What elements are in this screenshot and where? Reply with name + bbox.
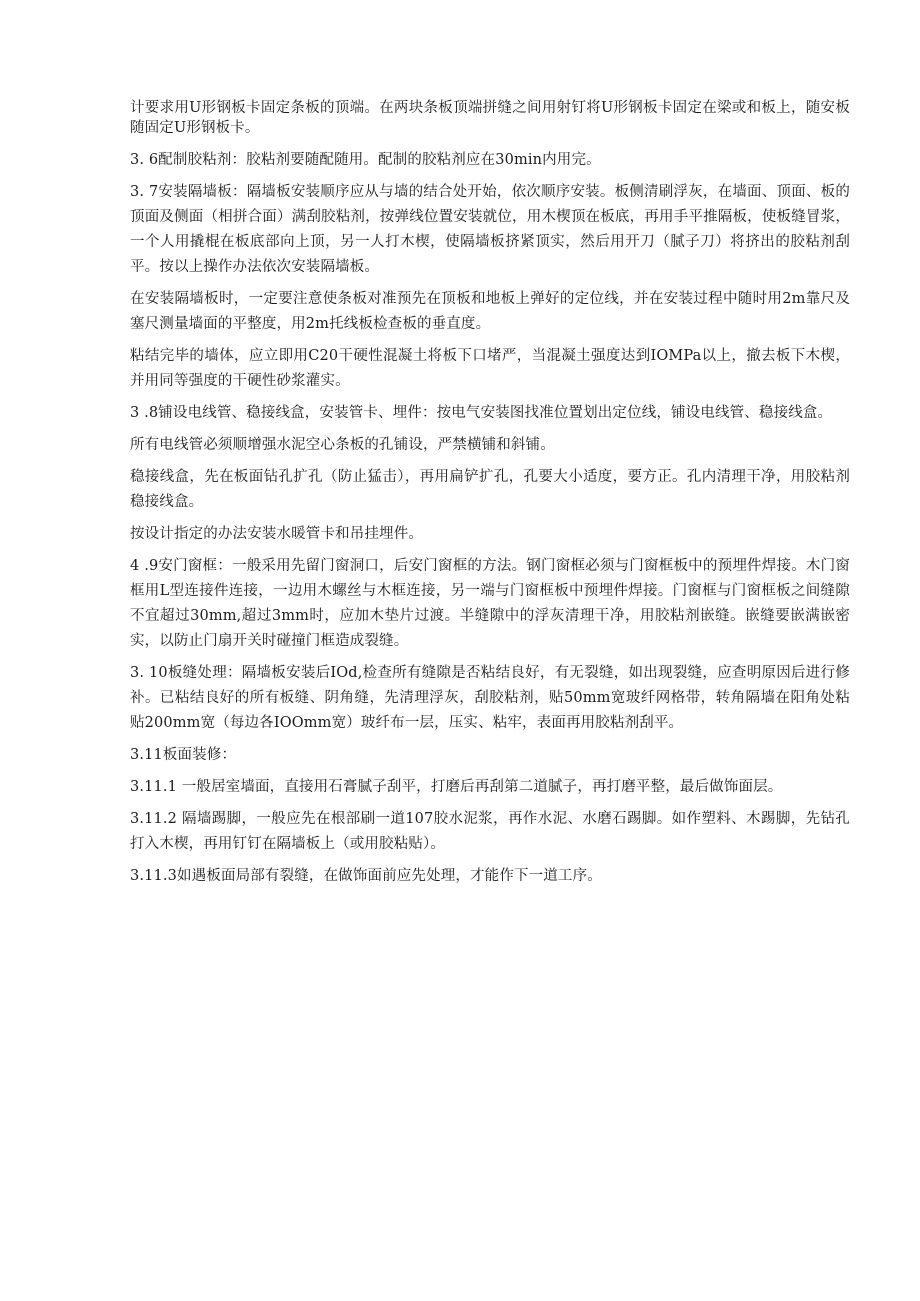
paragraph-3-6-adhesive: 3. 6配制胶粘剂：胶粘剂要随配随用。配制的胶粘剂应在30min内用完。 (130, 152, 601, 168)
paragraph-3-11-3-cracks: 3.11.3如遇板面局部有裂缝，在做饰面前应先处理，才能作下一道工序。 (130, 868, 602, 884)
paragraph-3-11-1-walls: 3.11.1 一般居室墙面，直接用石膏腻子刮平，打磨后再刮第二道腻子，再打磨平整，最后做饰面层。 (130, 779, 783, 795)
paragraph-pipe-clips: 按设计指定的办法安装水暖管卡和吊挂埋件。 (130, 526, 423, 542)
paragraph-4-9-door-frames: 4 .9安门窗框：一般采用先留门窗洞口，后安门窗框的方法。钢门窗框必须与门窗框板中的预埋件焊接。木门窗框用L型连接件连接，一边用木螺丝与木框连接，另一端与门窗框板中预埋件焊接。门窗框与门窗框板之间缝隙不宜超过30mm,超过3mm时，应加木垫片过渡。半缝隙中的浮灰清理干净，用胶粘剂嵌缝。嵌缝要嵌满嵌密实，以防止门扇开关时碰撞门框造成裂缝。 (130, 558, 850, 649)
paragraph-3-7-install-panels: 3. 7安装隔墙板：隔墙板安装顺序应从与墙的结合处开始，依次顺序安装。板侧清刷浮灰，在墙面、顶面、板的顶面及侧面（相拼合面）满刮胶粘剂，按弹线位置安装就位，用木楔顶在板底，再用手平推隔板，使板缝冒浆，一个人用撬棍在板底部向上顶，另一人打木楔，使隔墙板挤紧顶实，然后用开刀（腻子刀）将挤出的胶粘剂刮平。按以上操作办法依次安装隔墙板。 (130, 184, 850, 275)
paragraph-3-10-joint-treatment: 3. 10板缝处理：隔墙板安装后IOd,检查所有缝隙是否粘结良好，有无裂缝，如出现裂缝，应查明原因后进行修补。已粘结良好的所有板缝、阴角缝，先清理浮灰，刮胶粘剂，贴50mm宽玻纤网格带，转角隔墙在阳角处粘贴200mm宽（每边各IOOmm宽）玻纤布一层，压实、粘牢，表面再用胶粘剂刮平。 (130, 665, 850, 731)
paragraph-junction-box: 稳接线盒，先在板面钻孔扩孔（防止猛击），再用扁铲扩孔，孔要大小适度，要方正。孔内清理干净，用胶粘剂稳接线盒。 (130, 469, 850, 510)
paragraph-bottom-sealing: 粘结完毕的墙体，应立即用C20干硬性混凝土将板下口堵严，当混凝土强度达到IOMPa以上，撤去板下木楔，并用同等强度的干硬性砂浆灌实。 (130, 348, 850, 389)
paragraph-3-11-2-skirting: 3.11.2 隔墙踢脚，一般应先在根部刷一道107胶水泥浆，再作水泥、水磨石踢脚。如作塑料、木踢脚，先钻孔打入木楔，再用钉钉在隔墙板上（或用胶粘贴）。 (130, 811, 850, 852)
paragraph-alignment-check: 在安装隔墙板时，一定要注意使条板对准预先在顶板和地板上弹好的定位线，并在安装过程中随时用2m靠尺及塞尺测量墙面的平整度，用2m托线板检查板的垂直度。 (130, 291, 850, 332)
paragraph-u-steel-clip: 计要求用U形钢板卡固定条板的顶端。在两块条板顶端拼缝之间用射钉将U形钢板卡固定在梁或和板上，随安板随固定U形钢板卡。 (130, 100, 850, 136)
document-body (130, 98, 850, 896)
paragraph-conduit-direction: 所有电线管必须顺增强水泥空心条板的孔铺设，严禁横铺和斜铺。 (130, 437, 555, 453)
paragraph-3-8-conduits: 3 .8铺设电线管、稳接线盒，安装管卡、埋件：按电气安装图找准位置划出定位线，铺设电线管、稳接线盒。 (130, 405, 833, 421)
paragraph-3-11-surface-finish: 3.11板面装修： (130, 747, 237, 763)
